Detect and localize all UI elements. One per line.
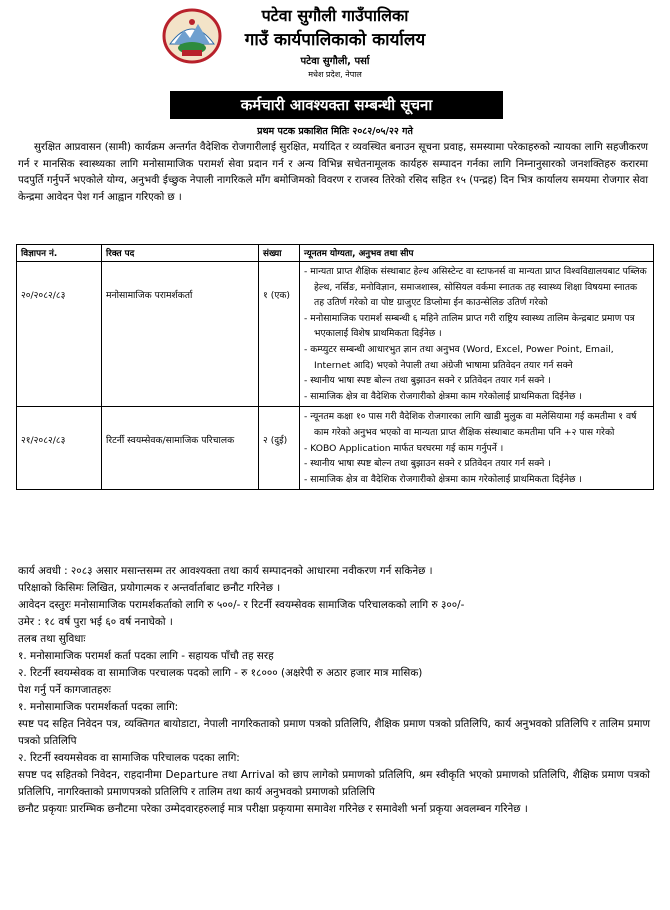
salary-heading: तलब तथा सुविधाः [18, 633, 86, 645]
table-header-row [17, 245, 654, 262]
requirement-item: - KOBO Application मार्फत घरघरमा गई काम गर्नुपर्ने । [304, 442, 504, 454]
province-country: मधेश प्रदेश, नेपाल [308, 70, 362, 79]
office-name: गाउँ कार्यपालिकाको कार्यालय [244, 30, 426, 50]
requirement-item: - सामाजिक क्षेत्र वा वैदेशिक रोजगारीको क्षेत्रमा काम गरेकोलाई प्राथमिकता दिईनेछ । [304, 473, 582, 485]
selection-process: छनौट प्रकृयाः प्रारम्भिक छनौटमा परेका उम्मेदवारहरुलाई मात्र परीक्षा प्रकृयामा समावेश गरिनेछ र समावेशी भर्ना प्रकृया अवलम्बन गरिनेछ । [18, 803, 528, 815]
age-limit: उमेर : १८ वर्ष पुरा भई ६० वर्ष ननाघेको । [18, 616, 173, 628]
column-header-count: संख्या [259, 245, 300, 262]
column-header-requirements: न्यूनतम योग्यता, अनुभव तथा सीप [300, 245, 654, 262]
salary-item: २. रिटर्नी स्वयम्सेवक वा सामाजिक परचालक पदको लागि - रु १८००० (अक्षरेपी रु अठार हजार मात्र मासिक) [18, 667, 423, 679]
intro-paragraph: सुरक्षित आप्रवासन (सामी) कार्यक्रम अन्तर्गत वैदेशिक रोजगारीलाई सुरक्षित, मर्यादित र व्यवस्थित बनाउन सूचना प्रवाह, समस्यामा परेकाहरुको न्यायका लागि सहजीकरण गर्न र मानसिक स्वास्थ्यका लागि मनोसामाजिक परामर्श सेवा प्रदान गर्न र अन्य विभिन्न सचेतनामूलक कार्यहरु सम्पादन गर्नका लागि निम्नानुसारको जनशक्तिहरु करारमा पदपुर्ति गर्नुपर्ने भएकोले योग्य, अनुभवी ईच्छुक नेपाली नागरिकले माँग बमोजिमको विवरण र राजस्व तिरेको रसिद सहित १५ (पन्द्रह) दिन भित्र कार्यालय समयमा रोजगार सेवा केन्द्रमा आवेदन पेश गर्न आह्वान गरिएको छ । [18, 142, 648, 203]
requirement-item: - स्थानीय भाषा स्पष्ट बोल्न तथा बुझाउन सक्ने र प्रतिवेदन तयार गर्न सक्ने । [304, 458, 551, 470]
requirements-list [304, 409, 649, 487]
ad-number: २०/२०८२/८३ [17, 262, 102, 407]
requirement-item: - मनोसामाजिक परामर्श सम्बन्धी ६ महिने तालिम प्राप्त गरी राष्ट्रिय स्वास्थ्य तालिम केन्द्रबाट प्रमाण पत्र भएकालाई विशेष प्राथमिकता दिईनेछ । [304, 312, 635, 340]
table-row [17, 262, 654, 407]
notice-details [18, 563, 650, 818]
column-header-post: रिक्त पद [102, 245, 259, 262]
work-term: कार्य अवधी : २०८३ असार मसान्तसम्म तर आवश्यक्ता तथा कार्य सम्पादनको आधारमा नवीकरण गर्न सकिनेछ । [18, 565, 433, 577]
requirement-item: - सामाजिक क्षेत्र वा वैदेशिक रोजगारीको क्षेत्रमा काम गरेकोलाई प्राथमिकता दिईनेछ । [304, 390, 582, 402]
post-count: २ (दुई) [259, 407, 300, 490]
requirement-item: - मान्यता प्राप्त शैक्षिक संस्थाबाट हेल्थ असिस्टेन्ट वा स्टाफनर्स वा मान्यता प्राप्त विश्वविद्यालयबाट पब्लिक हेल्थ, नर्सिङ, मनोविज्ञान, समाजशास्त्र, सोसियल वर्कमा स्नातक तह स्वास्थ्य शिक्षा विषयमा स्नातक तह उतिर्ण गरेको वा पोष्ट ग्राजुएट डिप्लोमा ईन काउन्सेलिङ उतिर्ण गरेको [304, 266, 647, 309]
requirements-cell [300, 407, 654, 490]
application-fee: आवेदन दस्तुरः मनोसामाजिक परामर्शकर्ताको लागि रु ५००/- र रिटर्नी स्वयम्सेवक सामाजिक परिचालकको लागि रु ३००/- [18, 599, 465, 611]
requirement-item: - न्यूनतम कक्षा १० पास गरी वैदेशिक रोजगारका लागि खाडी मुलुक वा मलेसियामा गई कमतीमा १ वर्ष काम गरेको अनुभव भएको वा मान्यता प्राप्त शैक्षिक संस्थाबाट कमतीमा पनि +२ पास गरेको [304, 411, 637, 438]
post-count: १ (एक) [259, 262, 300, 407]
vacancy-table [16, 244, 654, 490]
requirement-item: - स्थानीय भाषा स्पष्ट बोल्न तथा बुझाउन सक्ने र प्रतिवेदन तयार गर्न सक्ने । [304, 375, 551, 387]
requirement-item: - कम्प्युटर सम्बन्धी आधारभुत ज्ञान तथा अनुभव (Word, Excel, Power Point, Email, Internet आदि) भएको नेपाली तथा अंग्रेजी भाषामा प्रतिवेदन तयार गर्न सक्ने [304, 343, 614, 371]
exam-type: परिक्षाको किसिमः लिखित, प्रयोगात्मक र अन्तर्वार्ताबाट छनौट गरिनेछ । [18, 582, 281, 594]
documents-subheading: १. मनोसामाजिक परामर्शकर्ता पदका लागि: [18, 701, 179, 713]
publication-date: प्रथम पटक प्रकाशित मितिः २०८२/०५/२२ गते [257, 126, 413, 137]
requirements-cell [300, 262, 654, 407]
ad-number: २१/२०८२/८३ [17, 407, 102, 490]
table-row [17, 407, 654, 490]
office-address: पटेवा सुगौली, पर्सा [300, 56, 370, 67]
documents-text: सपष्ट पद सहितको निवेदन, राहदानीमा Departure तथा Arrival को छाप लागेको प्रमाणको प्रतिलिपि, श्रम स्वीकृति भएको प्रमाणको प्रतिलिपि, शैक्षिक प्रमाण पत्रको प्रतिलिपि, नागरिक्ताको प्रमाणपत्रको प्रतिलिपि र तालिम तथा कार्य अनुभवको प्रमाणको प्रतिलिपि [18, 769, 650, 798]
salary-item: १. मनोसामाजिक परामर्श कर्ता पदका लागि - सहायक पाँचौ तह सरह [18, 650, 274, 662]
documents-text: स्पष्ट पद सहित निवेदन पत्र, व्यक्तिगत बायोडाटा, नेपाली नागरिकताको प्रमाण पत्रको प्रतिलिपि, शैक्षिक प्रमाण पत्रको प्रतिलिपि, कार्य अनुभवको प्रतिलिपि र तालिम प्रमाण पत्रको प्रतिलिपि [18, 718, 650, 747]
post-name: मनोसामाजिक परामर्शकर्ता [102, 262, 259, 407]
letterhead [0, 0, 670, 92]
documents-subheading: २. रिटर्नी स्वयमसेवक वा सामाजिक परिचालक पदका लागि: [18, 752, 240, 764]
documents-heading: पेश गर्नु पर्ने कागजातहरुः [18, 684, 111, 696]
column-header-ad-no: विज्ञापन नं. [17, 245, 102, 262]
municipality-name: पटेवा सुगौली गाउँपालिका [261, 6, 409, 25]
post-name: रिटर्नी स्वयम्सेवक/सामाजिक परिचालक [102, 407, 259, 490]
requirements-list [304, 264, 649, 404]
notice-title: कर्मचारी आवश्यक्ता सम्बन्धी सूचना [170, 91, 503, 119]
